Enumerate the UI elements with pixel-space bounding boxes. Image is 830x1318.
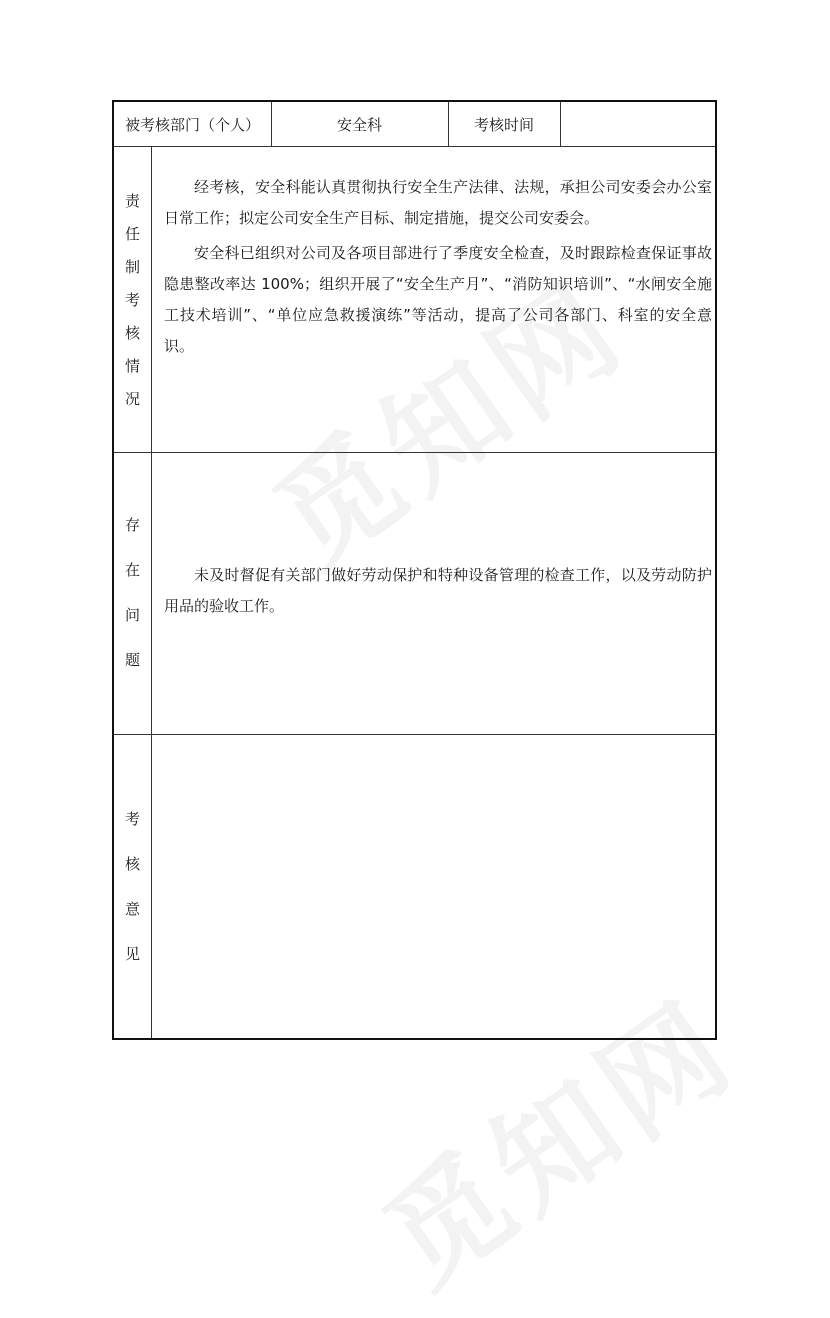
opinion-label	[114, 734, 151, 1040]
label-char: 存	[124, 516, 140, 534]
label-char: 题	[124, 651, 140, 669]
row-divider-problems	[114, 734, 715, 735]
dept-label: 被考核部门（个人）	[124, 115, 260, 134]
responsibility-label	[114, 156, 151, 444]
label-char: 核	[124, 323, 140, 342]
label-char: 问	[124, 606, 140, 624]
label-char: 制	[124, 257, 140, 276]
label-char: 况	[124, 389, 140, 408]
time-value	[560, 102, 715, 146]
problems-text: 未及时督促有关部门做好劳动保护和特种设备管理的检查工作，以及劳动防护用品的验收工作。	[164, 566, 712, 615]
label-char: 在	[124, 561, 140, 579]
label-char: 责	[124, 191, 140, 210]
assessment-table	[112, 100, 717, 1040]
label-char: 情	[124, 356, 140, 375]
label-char: 任	[124, 224, 140, 243]
problems-label	[114, 452, 151, 734]
responsibility-paragraph-1: 经考核，安全科能认真贯彻执行安全生产法律、法规，承担公司安委会办公室日常工作；拟定公司安全生产目标、制定措施，提交公司安委会。	[164, 178, 712, 227]
row-divider-header	[114, 146, 715, 147]
label-char: 意	[124, 900, 140, 918]
time-label: 考核时间	[473, 115, 534, 134]
dept-value: 安全科	[336, 115, 382, 134]
label-char: 考	[124, 290, 140, 309]
label-column-divider	[151, 146, 152, 1038]
label-char: 见	[124, 945, 140, 963]
label-char: 核	[124, 855, 140, 873]
label-char: 考	[124, 810, 140, 828]
responsibility-paragraph-2: 安全科已组织对公司及各项目部进行了季度安全检查，及时跟踪检查保证事故隐患整改率达 100%；组织开展了“安全生产月”、“消防知识培训”、“水闸安全施工技术培训”、“单位应急救援演练”等活动，提高了公司各部门、科室的安全意识。	[164, 244, 712, 355]
row-divider-responsibility	[114, 452, 715, 453]
